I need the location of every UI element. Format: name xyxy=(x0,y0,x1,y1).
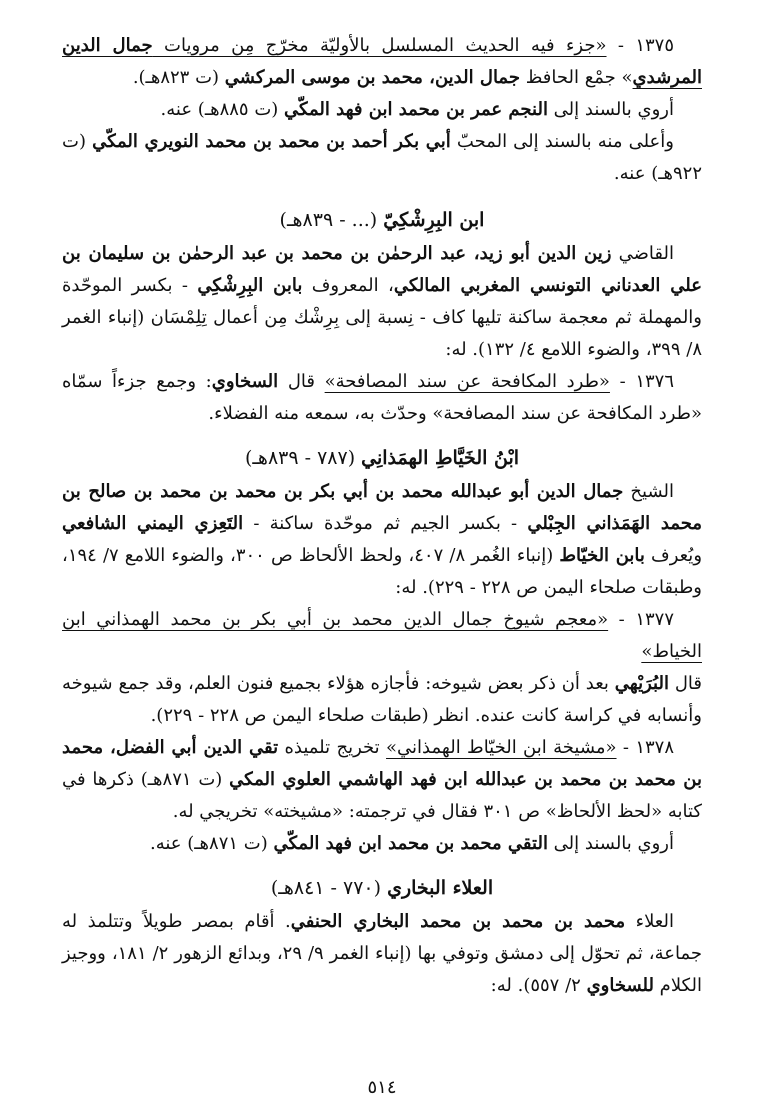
entry-1378: ١٣٧٨ - «مشيخة ابن الخيّاط الهمذاني» تخريج تلميذه تقي الدين أبي الفضل، محمد بن محمد بن محمد بن عبدالله ابن فهد الهاشمي العلوي المكي (ت ٨٧١هـ) ذكرها في كتابه «لحظ الألحاظ» ص ٣٠١ فقال في ترجمته: «مشيخته» تخريجي له. xyxy=(62,737,703,822)
section-heading-burshki: ابن البِرِشْكِيّ (... - ٨٣٩هـ) xyxy=(279,209,485,231)
entry-1375: ١٣٧٥ - «جزء فيه الحديث المسلسل بالأوليّة مخرّج مِن مرويات جمال الدين المرشدي» جمْع الحافظ جمال الدين، محمد بن موسى المركشي (ت ٨٢٣هـ). xyxy=(62,35,702,88)
chain-2: وأعلى منه بالسند إلى المحبّ أبي بكر أحمد بن محمد بن محمد النويري المكّي (ت ٩٢٢هـ) عنه. xyxy=(62,131,702,184)
bio-burshki: القاضي زين الدين أبو زيد، عبد الرحمٰن بن محمد بن عبد الرحمٰن بن سليمان بن علي العدناني التونسي المغربي المالكي، المعروف بابن البِرِشْكِي - بكسر الموحّدة والمهملة ثم معجمة ساكنة تليها كاف - نِسبة إلى بِرِشْك مِن أعمال تِلِمْسَان (إنباء الغمر ٨/ ٣٩٩، والضوء اللامع ٤/ ١٣٢). له: xyxy=(62,243,702,360)
entry-number: ١٣٧٥ - xyxy=(606,35,674,56)
entry-1377: ١٣٧٧ - «معجم شيوخ جمال الدين محمد بن أبي بكر بن محمد الهمذاني ابن الخياط» xyxy=(62,609,702,662)
page-number: ٥١٤ xyxy=(367,1077,397,1098)
section-heading-khayyat: ابْنُ الخَيَّاطِ الهمَذانِي (٧٨٧ - ٨٣٩هـ) xyxy=(244,447,520,469)
entry-1376: ١٣٧٦ - «طرد المكافحة عن سند المصافحة» قال السخاوي: وجمع جزءاً سمّاه «طرد المكافحة عن سند المصافحة» وحدّث به، سمعه منه الفضلاء. xyxy=(62,371,702,424)
document-page xyxy=(62,30,702,1100)
compiler-name: جمال الدين، محمد بن موسى المركشي xyxy=(224,67,520,88)
bio-bukhari: العلاء محمد بن محمد بن محمد البخاري الحنفي. أقام بمصر طويلاً وتتلمذ له جماعة، ثم تحوّل إلى دمشق وتوفي بها (إنباء الغمر ٩/ ٢٩، وبدائع الزهور ٢/ ١٨١، ووجيز الكلام للسخاوي ٢/ ٥٥٧). له: xyxy=(62,911,702,996)
entry-title: «جزء فيه الحديث المسلسل بالأوليّة مخرّج مِن مرويات جمال الدين المرشدي xyxy=(62,35,702,88)
section-heading-bukhari: العلاء البخاري (٧٧٠ - ٨٤١هـ) xyxy=(270,877,494,899)
bio-khayyat: الشيخ جمال الدين أبو عبدالله محمد بن أبي بكر بن محمد بن محمد بن صالح بن محمد الهَمَذاني الجِبْلي - بكسر الجيم ثم موحّدة ساكنة - التَعِزي اليمني الشافعي ويُعرف بابن الخيّاط (إنباء الغُمر ٨/ ٤٠٧، ولحظ الألحاظ ص ٣٠٠، والضوء اللامع ٧/ ١٩٤، وطبقات صلحاء اليمن ص ٢٢٨ - ٢٢٩). له: xyxy=(62,481,703,598)
entry-1377-note: قال البُرَيْهي بعد أن ذكر بعض شيوخه: فأجازه هؤلاء بجميع فنون العلم، وقد جمع شيوخه وأنسابه في كراسة كانت عنده. انظر (طبقات صلحاء اليمن ص ٢٢٨ - ٢٢٩). xyxy=(62,673,702,726)
chain-1378: أروي بالسند إلى التقي محمد بن محمد ابن فهد المكّي (ت ٨٧١هـ) عنه. xyxy=(149,833,674,854)
chain-1: أروي بالسند إلى النجم عمر بن محمد ابن فهد المكّي (ت ٨٨٥هـ) عنه. xyxy=(160,99,674,120)
